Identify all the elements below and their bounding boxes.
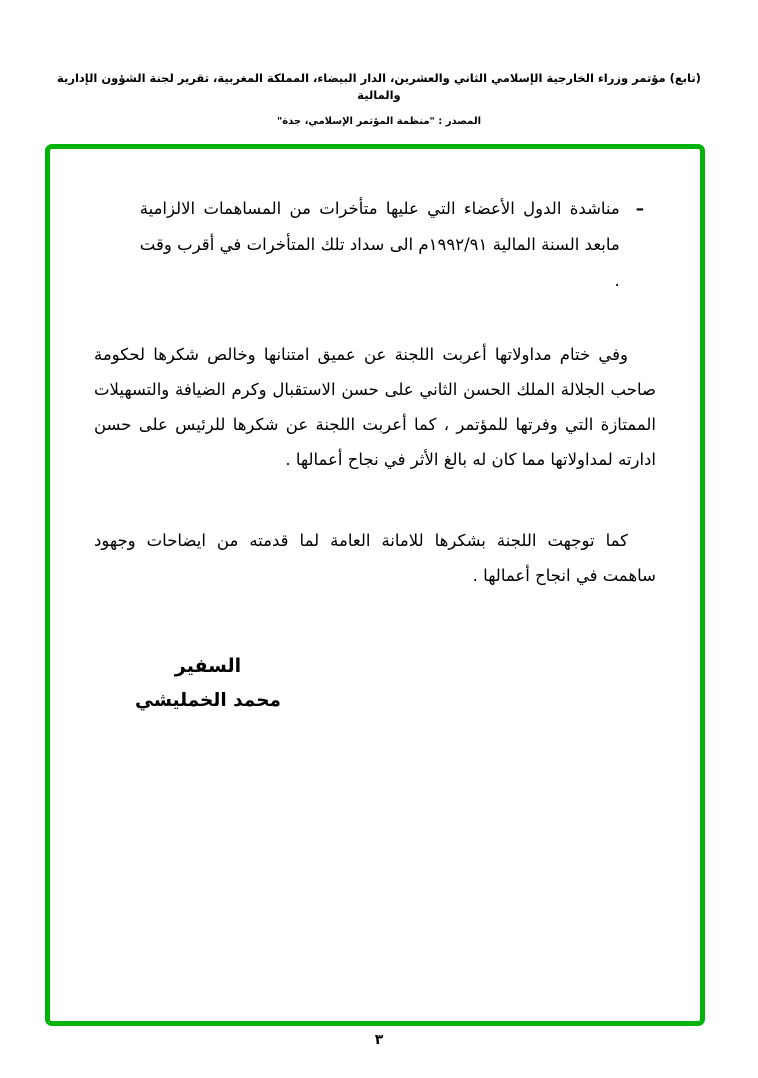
document-header [0,70,758,127]
signature-block [128,655,288,712]
header-title: (تابع) مؤتمر وزراء الخارجية الإسلامي الثاني والعشرين، الدار البيضاء، المملكة المغربية، تقرير لجنة الشؤون الإدارية والمالية [57,71,701,103]
content-border-box [45,144,705,1026]
paragraph-thanks-government: وفي ختام مداولاتها أعربت اللجنة عن عميق امتنانها وخالص شكرها لحكومة صاحب الجلالة الملك الحسن الثاني على حسن الاستقبال وكرم الضيافة والتسهيلات الممتازة التي وفرتها للمؤتمر ، كما أعربت اللجنة عن شكرها للرئيس على حسن ادارته لمداولاتها مما كان له بالغ الأثر في نجاح أعمالها . [94,345,656,469]
paragraph-thanks-secretariat: كما توجهت اللجنة بشكرها للامانة العامة لما قدمته من ايضاحات وجهود ساهمت في انجاح أعمالها . [94,531,656,585]
header-source: المصدر : "منظمة المؤتمر الإسلامي، جدة" [276,115,481,127]
signature-name: محمد الخمليشي [135,689,281,711]
list-item [94,191,656,299]
page-number: ٣ [374,1032,384,1048]
bullet-text-arrears-appeal: مناشدة الدول الأعضاء التي عليها متأخرات من المساهمات الالزامية مابعد السنة المالية ١٩٩٢/٩١م الى سداد تلك المتأخرات في أقرب وقت . [139,199,620,290]
dash-bullet: – [635,199,644,218]
document-body [50,149,700,712]
signature-title: السفير [174,655,242,677]
